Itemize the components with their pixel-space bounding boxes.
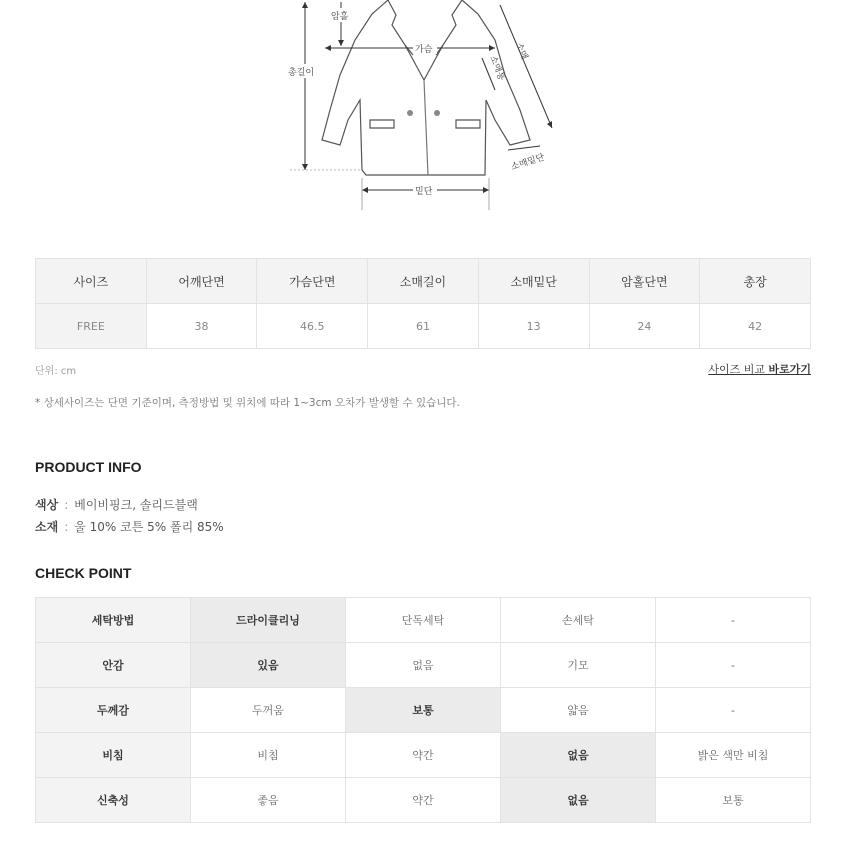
size-cell: 46.5 <box>257 304 368 349</box>
check-point-label: 신축성 <box>36 778 191 823</box>
size-compare-link[interactable] <box>708 361 811 377</box>
size-header-cell: 가슴단면 <box>257 259 368 304</box>
check-point-table <box>35 597 811 823</box>
size-cell: FREE <box>36 304 147 349</box>
check-point-option: 비침 <box>191 733 346 778</box>
material-label: 소재 <box>35 520 59 534</box>
armhole-label: 암홀 <box>331 12 349 22</box>
check-point-option: 두꺼움 <box>191 688 346 733</box>
product-info-title: PRODUCT INFO <box>35 459 142 475</box>
size-cell: 61 <box>368 304 479 349</box>
total-length-label: 총길이 <box>288 68 315 78</box>
check-point-option: 기모 <box>501 643 656 688</box>
jacket-measurement-diagram <box>0 0 846 215</box>
check-point-title: CHECK POINT <box>35 565 132 581</box>
size-table <box>35 258 811 349</box>
check-point-label: 두께감 <box>36 688 191 733</box>
size-cell: 24 <box>589 304 700 349</box>
check-point-row <box>36 643 811 688</box>
color-separator: : <box>64 498 69 512</box>
material-value: 울 10% 코튼 5% 폴리 85% <box>74 520 224 534</box>
check-point-option: 손세탁 <box>501 598 656 643</box>
check-point-option-selected: 드라이클리닝 <box>191 598 346 643</box>
check-point-option: - <box>656 598 811 643</box>
size-cell: 38 <box>146 304 257 349</box>
size-header-cell: 사이즈 <box>36 259 147 304</box>
unit-text: 단위: cm <box>35 366 77 377</box>
color-value: 베이비핑크, 솔리드블랙 <box>74 498 198 512</box>
check-point-row <box>36 733 811 778</box>
hem-label: 밑단 <box>415 187 433 197</box>
check-point-option: - <box>656 688 811 733</box>
size-table-header-row <box>36 259 811 304</box>
check-point-option: - <box>656 643 811 688</box>
cuff-width-label: 소매밑단 <box>509 152 547 173</box>
check-point-option-selected: 없음 <box>501 778 656 823</box>
size-header-cell: 총장 <box>700 259 811 304</box>
color-label: 색상 <box>35 498 59 512</box>
check-point-option: 밝은 색만 비침 <box>656 733 811 778</box>
check-point-option: 얇음 <box>501 688 656 733</box>
check-point-row <box>36 778 811 823</box>
material-info <box>35 518 224 535</box>
size-header-cell: 소매밑단 <box>478 259 589 304</box>
chest-label: 가슴 <box>415 45 433 55</box>
check-point-option-selected: 보통 <box>346 688 501 733</box>
size-compare-prefix: 사이즈 비교 <box>708 363 769 376</box>
check-point-option: 약간 <box>346 778 501 823</box>
check-point-option-selected: 있음 <box>191 643 346 688</box>
material-separator: : <box>64 520 69 534</box>
check-point-option: 단독세탁 <box>346 598 501 643</box>
size-note: * 상세사이즈는 단면 기준이며, 측정방법 및 위치에 따라 1~3cm 오차가 발생할 수 있습니다. <box>35 397 460 409</box>
size-cell: 42 <box>700 304 811 349</box>
size-compare-bold: 바로가기 <box>768 363 811 376</box>
check-point-row <box>36 688 811 733</box>
size-cell: 13 <box>478 304 589 349</box>
check-point-label: 세탁방법 <box>36 598 191 643</box>
check-point-row <box>36 598 811 643</box>
check-point-option: 약간 <box>346 733 501 778</box>
check-point-option: 없음 <box>346 643 501 688</box>
cuff-label: 소매통 <box>487 54 507 83</box>
sleeve-label: 소매 <box>513 41 530 62</box>
size-header-cell: 암홀단면 <box>589 259 700 304</box>
check-point-option-selected: 없음 <box>501 733 656 778</box>
color-info <box>35 496 198 513</box>
size-table-row <box>36 304 811 349</box>
check-point-option: 보통 <box>656 778 811 823</box>
size-header-cell: 소매길이 <box>368 259 479 304</box>
check-point-label: 안감 <box>36 643 191 688</box>
size-header-cell: 어깨단면 <box>146 259 257 304</box>
check-point-label: 비침 <box>36 733 191 778</box>
check-point-option: 좋음 <box>191 778 346 823</box>
